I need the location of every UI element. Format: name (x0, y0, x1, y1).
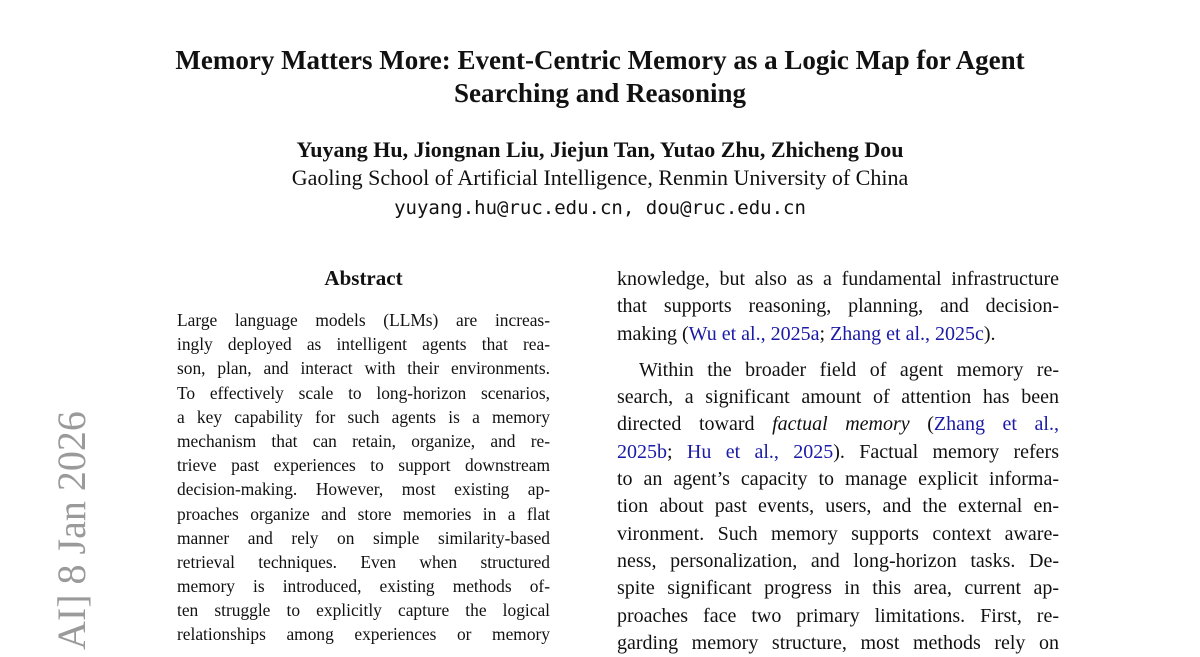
contact-emails: yuyang.hu@ruc.edu.cn, dou@ruc.edu.cn (394, 197, 806, 219)
citation-link[interactable]: Zhang et al., 2025c (830, 322, 984, 345)
body-text: ; (667, 440, 687, 463)
abstract-line: trieve past experiences to support downstream (177, 455, 550, 476)
citation-link[interactable]: Zhang et al., (933, 413, 1059, 436)
arxiv-watermark: AI] 8 Jan 2026 (49, 411, 94, 650)
body-line: vironment. Such memory supports context aware- (617, 522, 1059, 545)
abstract-line: manner and rely on simple similarity-based (177, 527, 550, 548)
abstract-line: ingly deployed as intelligent agents that rea- (177, 334, 550, 355)
abstract-line: a key capability for such agents is a memory (177, 406, 550, 427)
body-line: search, a significant amount of attention has been (617, 386, 1059, 409)
body-text: ( (909, 413, 934, 436)
abstract-line: ten struggle to explicitly capture the logical (177, 600, 550, 621)
abstract-line: memory is introduced, existing methods of- (177, 576, 550, 597)
body-line: garding memory structure, most methods rely on (617, 631, 1059, 654)
body-text: ; (819, 322, 831, 345)
body-line: tion about past events, users, and the external en- (617, 495, 1059, 518)
abstract-line: To effectively scale to long-horizon scenarios, (177, 382, 550, 403)
author-list: Yuyang Hu, Jiongnan Liu, Jiejun Tan, Yutao Zhu, Zhicheng Dou (296, 137, 904, 162)
body-text: making ( (617, 322, 689, 345)
emphasized-term: factual memory (772, 413, 910, 436)
body-text: ). (983, 322, 996, 345)
body-line: that supports reasoning, planning, and decision- (617, 295, 1059, 318)
citation-link[interactable]: Hu et al., 2025 (686, 440, 834, 463)
abstract-heading: Abstract (324, 266, 403, 290)
body-line (617, 411, 1059, 438)
paper-title-line-1: Memory Matters More: Event-Centric Memory as a Logic Map for Agent (175, 45, 1025, 75)
body-line (617, 439, 1059, 466)
paper-title-line-2: Searching and Reasoning (453, 78, 747, 108)
citation-link[interactable]: Wu et al., 2025a (688, 322, 820, 345)
body-line: ness, personalization, and long-horizon tasks. De- (617, 549, 1059, 572)
paper-title (100, 44, 1100, 110)
body-line: spite significant progress in this area, current ap- (617, 577, 1059, 600)
paragraph-2 (617, 357, 1059, 657)
abstract-line: relationships among experiences or memory (177, 624, 550, 645)
body-line: Within the broader field of agent memory re- (639, 358, 1059, 381)
body-line: to an agent’s capacity to manage explicit informa- (617, 468, 1059, 491)
abstract-line: proaches organize and store memories in a flat (177, 503, 550, 524)
body-line: proaches face two primary limitations. First, re- (617, 604, 1059, 627)
abstract-line: decision-making. However, most existing ap- (177, 479, 550, 500)
introduction-column (617, 266, 1059, 657)
abstract-line: mechanism that can retain, organize, and re- (177, 430, 550, 451)
abstract-line: Large language models (LLMs) are increas- (177, 310, 550, 330)
body-text: ). Factual memory refers (833, 440, 1059, 463)
paragraph-1 (617, 266, 1059, 348)
abstract-line: son, plan, and interact with their environments. (177, 358, 550, 379)
abstract-line: retrieval techniques. Even when structured (177, 551, 550, 572)
body-line: knowledge, but also as a fundamental infrastructure (617, 268, 1059, 290)
body-text: directed toward (617, 413, 773, 436)
body-line (617, 321, 1059, 348)
affiliation: Gaoling School of Artificial Intelligence, Renmin University of China (291, 165, 909, 190)
abstract-body (177, 308, 550, 647)
citation-link[interactable]: 2025b (617, 440, 667, 463)
